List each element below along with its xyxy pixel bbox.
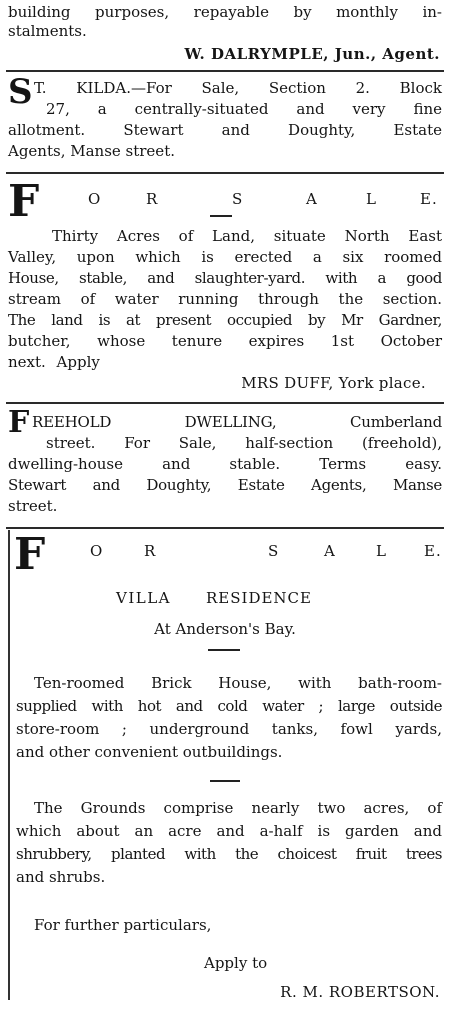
- for-sale-1-letter: O: [88, 190, 102, 208]
- villa-p1-line-2: supplied with hot and cold water ; large outside: [16, 697, 442, 715]
- st-kilda-line-3: allotment. Stewart and Doughty, Estate: [8, 121, 442, 139]
- for-sale-2-letter: A: [324, 542, 336, 560]
- villa-p2-line-3: shrubbery, planted with the choicest fruit trees: [16, 845, 442, 863]
- freehold-line-3: dwelling-house and stable. Terms easy.: [8, 455, 442, 473]
- for-sale-1-line-4: stream of water running through the section.: [8, 290, 442, 308]
- for-sale-1-initial: F: [8, 176, 40, 227]
- separator-rule: [6, 402, 444, 404]
- for-sale-2-initial: F: [14, 529, 46, 580]
- top-ad-signature: W. DALRYMPLE, Jun., Agent.: [184, 45, 440, 63]
- st-kilda-line-2: 27, a centrally-situated and very fine: [46, 100, 442, 118]
- for-sale-1-line-6: butcher, whose tenure expires 1st October: [8, 332, 442, 350]
- for-sale-1-line-2: Valley, upon which is erected a six roomed: [8, 248, 442, 266]
- for-sale-1-signature: MRS DUFF, York place.: [241, 374, 426, 392]
- separator-rule: [6, 70, 444, 72]
- dash-ornament: [208, 649, 240, 651]
- villa-p1-line-3: store-room ; underground tanks, fowl yards,: [16, 720, 442, 738]
- for-sale-1-line-7: next. Apply: [8, 353, 100, 371]
- freehold-line-1: REEHOLD DWELLING, Cumberland: [32, 413, 442, 431]
- for-sale-1-line-5: The land is at present occupied by Mr Gardner,: [8, 311, 442, 329]
- freehold-initial: F: [8, 405, 30, 440]
- villa-heading-part-1: VILLA: [116, 589, 172, 607]
- for-sale-2-letter: R: [144, 542, 157, 560]
- top-ad-line-2: stalments.: [8, 22, 87, 40]
- villa-heading-part-2: RESIDENCE: [206, 589, 312, 607]
- for-sale-1-letter: R: [146, 190, 159, 208]
- dash-ornament: [210, 215, 232, 217]
- st-kilda-line-4: Agents, Manse street.: [8, 142, 175, 160]
- freehold-line-5: street.: [8, 497, 58, 515]
- villa-p1-line-1: Ten-roomed Brick House, with bath-room-: [34, 674, 442, 692]
- villa-p2-line-4: and shrubs.: [16, 868, 106, 886]
- st-kilda-initial: S: [8, 72, 33, 112]
- villa-signature: R. M. ROBERTSON.: [280, 983, 440, 1001]
- column-border: [8, 530, 10, 1000]
- for-sale-2-letter: L: [376, 542, 387, 560]
- for-sale-1-letter: S: [232, 190, 244, 208]
- separator-rule: [6, 172, 444, 174]
- freehold-line-2: street. For Sale, half-section (freehold),: [46, 434, 442, 452]
- separator-rule: [6, 527, 444, 529]
- for-sale-1-line-1: Thirty Acres of Land, situate North East: [52, 227, 442, 245]
- for-sale-1-letter: A: [306, 190, 318, 208]
- villa-p1-line-4: and other convenient outbuildings.: [16, 743, 283, 761]
- st-kilda-line-1: T. KILDA.—For Sale, Section 2. Block: [34, 79, 442, 97]
- for-sale-2-letter: S: [268, 542, 280, 560]
- top-ad-line-1: building purposes, repayable by monthly in-: [8, 3, 442, 21]
- villa-apply-to: Apply to: [204, 954, 268, 972]
- villa-p2-line-2: which about an acre and a-half is garden and: [16, 822, 442, 840]
- villa-further-particulars: For further particulars,: [34, 916, 212, 934]
- for-sale-1-line-3: House, stable, and slaughter-yard. with a good: [8, 269, 442, 287]
- for-sale-1-letter: L: [366, 190, 377, 208]
- freehold-line-4: Stewart and Doughty, Estate Agents, Manse: [8, 476, 442, 494]
- for-sale-2-letter: E.: [424, 542, 442, 560]
- villa-p2-line-1: The Grounds comprise nearly two acres, of: [34, 799, 442, 817]
- for-sale-1-letter: E.: [420, 190, 438, 208]
- for-sale-2-letter: O: [90, 542, 104, 560]
- villa-location-heading: At Anderson's Bay.: [154, 620, 296, 638]
- dash-ornament: [210, 780, 240, 782]
